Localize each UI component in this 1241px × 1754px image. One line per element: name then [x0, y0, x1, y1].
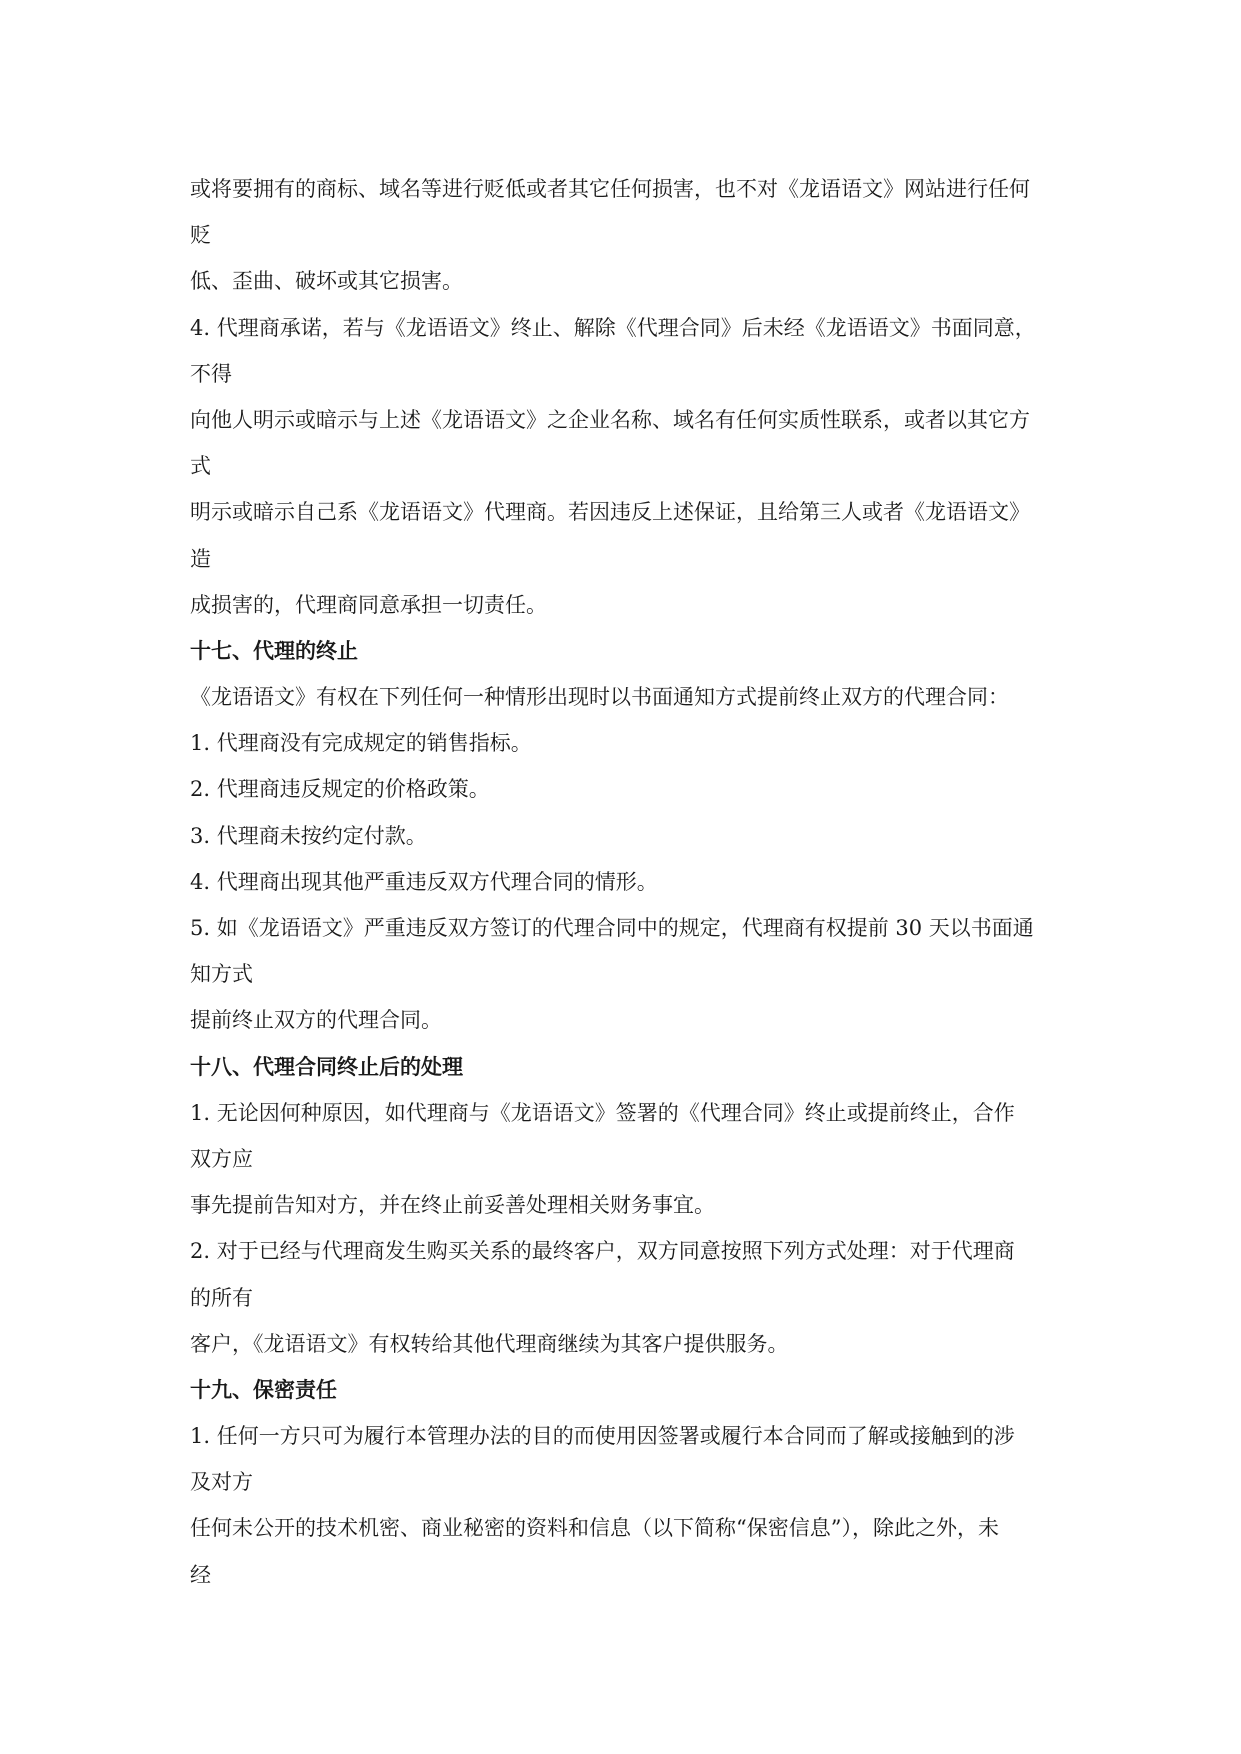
paragraph-line: 提前终止双方的代理合同。 — [190, 1008, 442, 1033]
section-heading: 十八、代理合同终止后的处理 — [190, 1054, 463, 1079]
paragraph-line: 明示或暗示自己系《龙语语文》代理商。若因违反上述保证，且给第三人或者《龙语语文》 — [190, 500, 1030, 525]
document-body — [190, 166, 1060, 1598]
paragraph-line: 5. 如《龙语语文》严重违反双方签订的代理合同中的规定，代理商有权提前 30 天以书面通 — [190, 916, 1034, 940]
paragraph-line: 4. 代理商承诺，若与《龙语语文》终止、解除《代理合同》后未经《龙语语文》书面同意， — [190, 315, 1036, 340]
paragraph-line: 2. 代理商违反规定的价格政策。 — [190, 777, 490, 802]
paragraph-line: 或将要拥有的商标、域名等进行贬低或者其它任何损害，也不对《龙语语文》网站进行任何 — [190, 177, 1030, 201]
paragraph-line: 事先提前告知对方，并在终止前妥善处理相关财务事宜。 — [190, 1193, 715, 1218]
paragraph-line: 的所有 — [190, 1285, 253, 1310]
paragraph-line: 式 — [190, 454, 211, 479]
paragraph-line: 知方式 — [190, 962, 253, 987]
paragraph-line: 成损害的，代理商同意承担一切责任。 — [190, 592, 547, 617]
paragraph-line: 贬 — [190, 223, 211, 248]
paragraph-line: 客户，《龙语语文》有权转给其他代理商继续为其客户提供服务。 — [190, 1331, 789, 1356]
paragraph-line: 向他人明示或暗示与上述《龙语语文》之企业名称、域名有任何实质性联系，或者以其它方 — [190, 407, 1030, 432]
paragraph-line: 1. 代理商没有完成规定的销售指标。 — [190, 731, 532, 756]
paragraph-line: 1. 无论因何种原因，如代理商与《龙语语文》签署的《代理合同》终止或提前终止，合作 — [190, 1100, 1015, 1125]
section-heading: 十九、保密责任 — [190, 1377, 337, 1402]
paragraph-line: 造 — [190, 546, 211, 571]
paragraph-line: 3. 代理商未按约定付款。 — [190, 823, 427, 848]
paragraph-line: 4. 代理商出现其他严重违反双方代理合同的情形。 — [190, 869, 658, 894]
paragraph-line: 《龙语语文》有权在下列任何一种情形出现时以书面通知方式提前终止双方的代理合同： — [190, 685, 1009, 710]
paragraph-line: 1. 任何一方只可为履行本管理办法的目的而使用因签署或履行本合同而了解或接触到的涉 — [190, 1424, 1015, 1449]
paragraph-line: 任何未公开的技术机密、商业秘密的资料和信息（以下简称“保密信息”），除此之外，未 — [190, 1516, 999, 1541]
paragraph-line: 经 — [190, 1562, 211, 1587]
paragraph-line: 及对方 — [190, 1470, 253, 1495]
paragraph-line: 不得 — [190, 361, 232, 386]
section-heading: 十七、代理的终止 — [190, 638, 358, 663]
paragraph-line: 低、歪曲、破坏或其它损害。 — [190, 269, 463, 294]
paragraph-line: 2. 对于已经与代理商发生购买关系的最终客户，双方同意按照下列方式处理：对于代理商 — [190, 1239, 1015, 1264]
paragraph-line: 双方应 — [190, 1146, 253, 1171]
